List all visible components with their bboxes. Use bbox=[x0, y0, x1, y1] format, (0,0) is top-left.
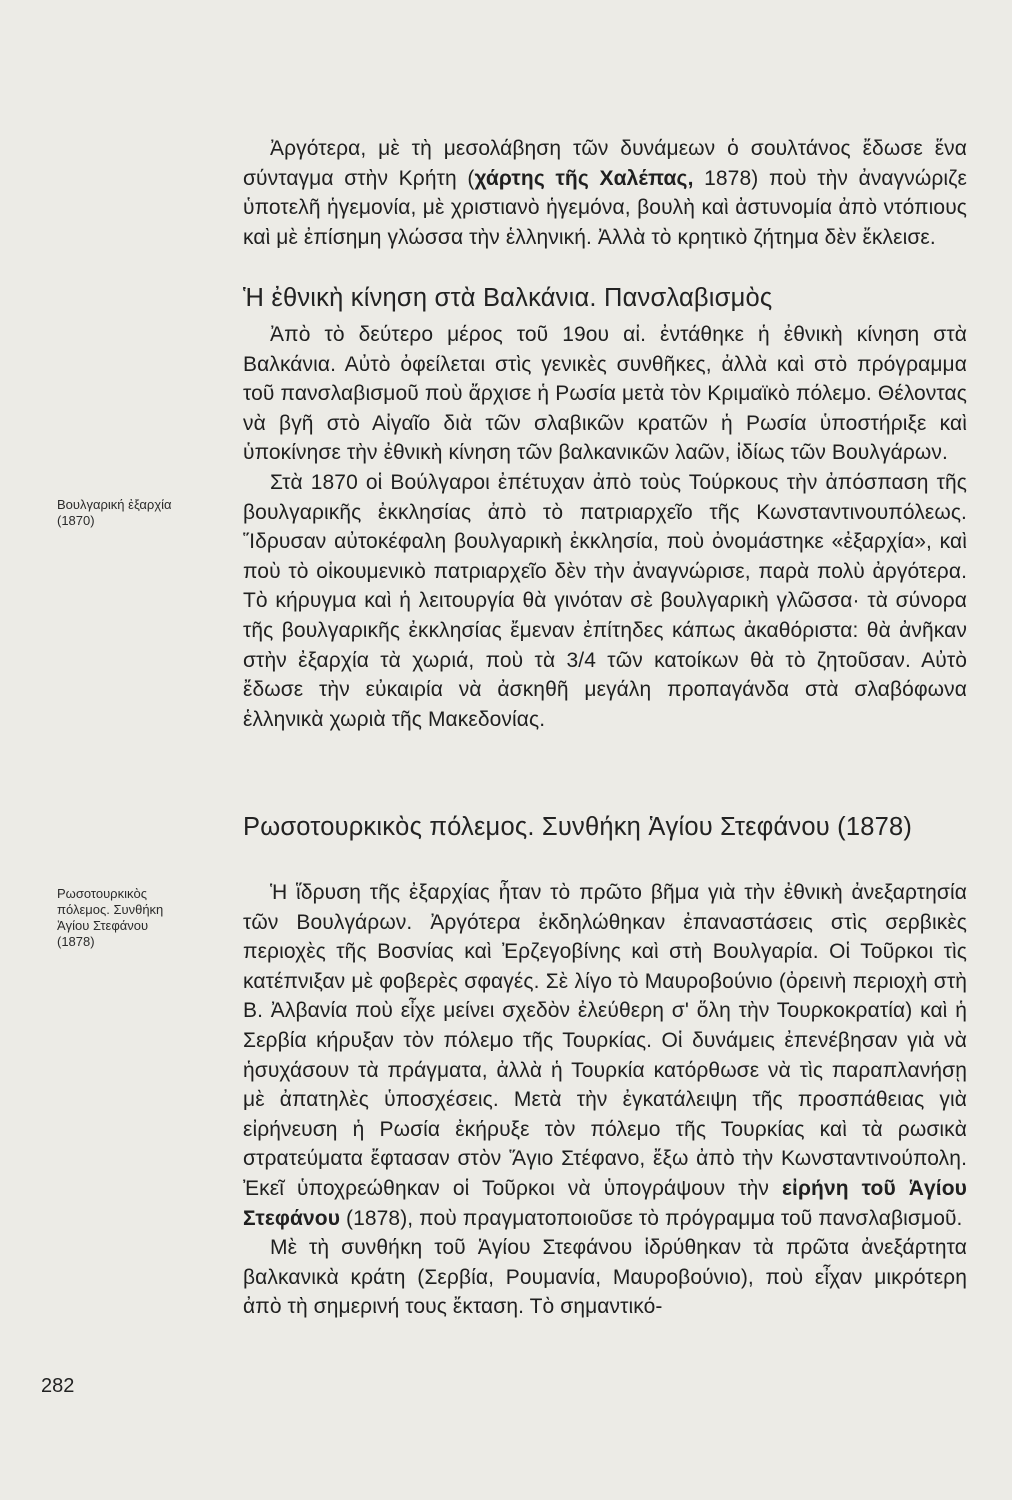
section-2-bold-term: εἰρήνη τοῦ Ἁγίου Στεφάνου bbox=[243, 1176, 967, 1230]
sidenote-line: πόλεμος. Συνθήκη bbox=[57, 902, 164, 917]
sidenote-exarchate bbox=[57, 497, 202, 529]
sidenote-line: Ρωσοτουρκικὸς bbox=[57, 886, 147, 901]
section-2-heading: Ρωσοτουρκικὸς πόλεμος. Συνθήκη Ἁγίου Στεφάνου (1878) bbox=[243, 813, 913, 841]
sidenote-line: (1870) bbox=[57, 513, 95, 528]
section-2-paragraph-2: Μὲ τὴ συνθήκη τοῦ Ἁγίου Στεφάνου ἱδρύθηκαν τὰ πρῶτα ἀνεξάρτητα βαλκανικὰ κράτη (Σερβία, Ρουμανία, Μαυροβούνιο), ποὺ εἶχαν μικρότερη ἀπὸ τὴ σημερινή τους ἔκταση. Τὸ σημαντικό- bbox=[243, 1236, 967, 1319]
intro-bold-term: χάρτης τῆς Χαλέπας, bbox=[474, 166, 694, 190]
section-1-heading: Ἡ ἐθνικὴ κίνηση στὰ Βαλκάνια. Πανσλαβισμὸς bbox=[243, 284, 773, 312]
section-2-paragraph-1 bbox=[243, 878, 967, 1233]
section-1-paragraph-2: Στὰ 1870 οἱ Βούλγαροι ἐπέτυχαν ἀπὸ τοὺς Τούρκους τὴν ἀπόσπαση τῆς βουλγαρικῆς ἐκκλησίας ἀπὸ τὸ πατριαρχεῖο τῆς Κωνσταντινουπόλεως. Ἵδρυσαν αὐτοκέφαλη βουλγαρικὴ ἐκκλησία, ποὺ ὀνομάστηκε «ἐξαρχία», καὶ ποὺ τὸ οἰκουμενικὸ πατριαρχεῖο δὲν τὴν ἀναγνώρισε, παρὰ πολὺ ἀργότερα. Τὸ κήρυγμα καὶ ἡ λειτουργία θὰ γινόταν σὲ βουλγαρικὴ γλῶσσα· τὰ σύνορα τῆς βουλγαρικῆς ἐκκλησίας ἔμεναν ἐπίτηδες κάπως ἀκαθόριστα: θὰ ἀνῆκαν στὴν ἐξαρχία τὰ χωριά, ποὺ τὰ 3/4 τῶν κατοίκων θὰ τὸ ζητοῦσαν. Αὐτὸ ἔδωσε τὴν εὐκαιρία νὰ ἀσκηθῆ μεγάλη προπαγάνδα στὰ σλαβόφωνα ἑλληνικὰ χωριὰ τῆς Μακεδονίας. bbox=[243, 470, 967, 731]
section-1-heading-block bbox=[243, 283, 967, 313]
page-number: 282 bbox=[41, 1375, 75, 1397]
intro-block bbox=[243, 134, 967, 252]
intro-text-1: Ἀργότερα, μὲ τὴ μεσολάβηση τῶν δυνάμεων ὁ σουλτάνος ἔδωσε ἕνα σύνταγμα στὴν Κρήτη ( bbox=[243, 137, 967, 190]
intro-text-2: 1878) ποὺ τὴν ἀναγνώριζε ὑποτελῆ ἡγεμονία, μὲ χριστιανὸ ἡγεμόνα, βουλὴ καὶ ἀστυνομία ἀπὸ ντόπιους καὶ μὲ ἐπίσημη γλώσσα τὴν ἑλληνική. Ἀλλὰ τὸ κρητικὸ ζήτημα δὲν ἔκλεισε. bbox=[243, 166, 967, 249]
sidenote-war bbox=[57, 886, 202, 950]
section-2-body bbox=[243, 878, 967, 1322]
sidenote-line: Βουλγαρική ἐξαρχία bbox=[57, 497, 172, 512]
sidenote-line: Ἁγίου Στεφάνου bbox=[57, 918, 149, 933]
section-2-text-2: (1878), ποὺ πραγματοποιοῦσε τὸ πρόγραμμα τοῦ πανσλαβισμοῦ. bbox=[340, 1206, 963, 1230]
section-1-body bbox=[243, 320, 967, 734]
sidenote-line: (1878) bbox=[57, 934, 95, 949]
intro-paragraph bbox=[243, 134, 967, 252]
section-2-text-1: Ἡ ἵδρυση τῆς ἐξαρχίας ἦταν τὸ πρῶτο βῆμα γιὰ τὴν ἐθνικὴ ἀνεξαρτησία τῶν Βουλγάρων. Ἀργότερα ἐκδηλώθηκαν ἐπαναστάσεις στὶς σερβικὲς περιοχὲς τῆς Βοσνίας καὶ Ἐρζεγοβίνης καὶ στὴ Βουλγαρία. Οἱ Τοῦρκοι τὶς κατέπνιξαν μὲ φοβερὲς σφαγές. Σὲ λίγο τὸ Μαυροβούνιο (ὀρεινὴ περιοχὴ στὴ Β. Ἀλβανία ποὺ εἶχε μείνει σχεδὸν ἐλεύθερη σ' ὅλη τὴν Τουρκοκρατία) καὶ ἡ Σερβία κήρυξαν τὸν πόλεμο τῆς Τουρκίας. Οἱ δυνάμεις ἐπενέβησαν γιὰ νὰ ἡσυχάσουν τὰ πράγματα, ἀλλὰ ἡ Τουρκία κατόρθωσε νὰ τὶς παραπλανήσῃ μὲ ἀπατηλὲς ὑποσχέσεις. Μετὰ τὴν ἐγκατάλειψη τῆς προσπάθειας γιὰ εἰρήνευση ἡ Ρωσία ἐκήρυξε τὸν πόλεμο τῆς Τουρκίας καὶ τὰ ρωσικὰ στρατεύματα ἔφτασαν στὸν Ἅγιο Στέφανο, ἔξω ἀπὸ τὴν Κωνσταντινούπολη. Ἐκεῖ ὑποχρεώθηκαν οἱ Τοῦρκοι νὰ ὑπογράψουν τὴν bbox=[243, 881, 967, 1200]
section-1-paragraph-1: Ἀπὸ τὸ δεύτερο μέρος τοῦ 19ου αἰ. ἐντάθηκε ἡ ἐθνικὴ κίνηση στὰ Βαλκάνια. Αὐτὸ ὀφείλεται στὶς γενικὲς συνθῆκες, ἀλλὰ καὶ στὸ πρόγραμμα τοῦ πανσλαβισμοῦ ποὺ ἄρχισε ἡ Ρωσία μετὰ τὸν Κριμαϊκὸ πόλεμο. Θέλοντας νὰ βγῆ στὸ Αἰγαῖο διὰ τῶν σλαβικῶν κρατῶν ἡ Ρωσία ὑποστήριξε καὶ ὑποκίνησε τὴν ἐθνικὴ κίνηση τῶν βαλκανικῶν λαῶν, ἰδίως τῶν Βουλγάρων. bbox=[243, 323, 967, 465]
section-2-heading-block bbox=[243, 812, 967, 842]
